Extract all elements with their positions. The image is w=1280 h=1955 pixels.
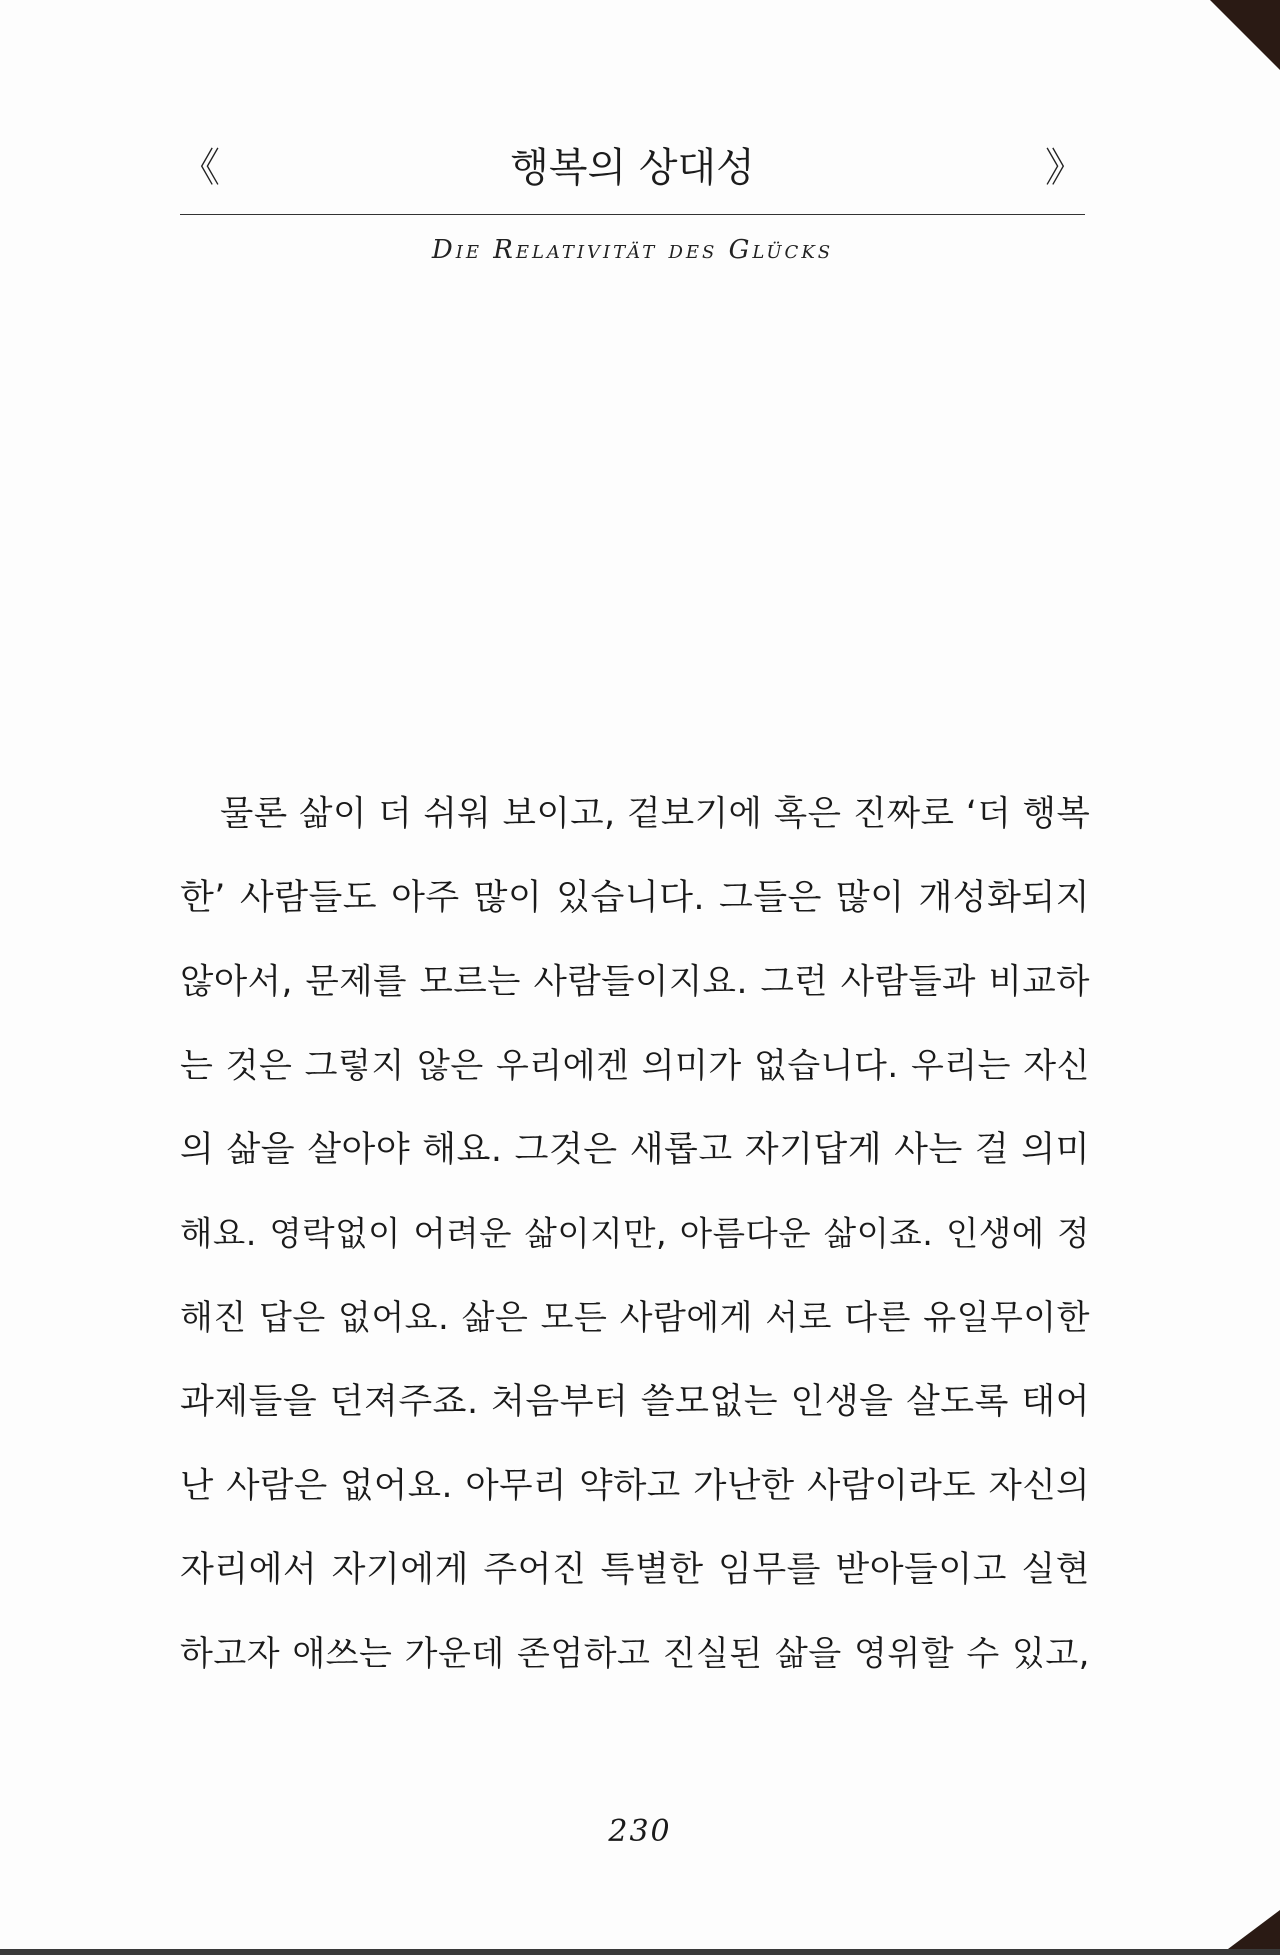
- text-line: 하고자 애쓰는 가운데 존엄하고 진실된 삶을 영위할 수 있고,: [180, 1634, 1090, 1674]
- text-line: 과제들을 던져주죠. 처음부터 쓸모없는 인생을 살도록 태어: [180, 1382, 1090, 1422]
- body-paragraph: [180, 772, 1090, 1696]
- text-line: 해진 답은 없어요. 삶은 모든 사람에게 서로 다른 유일무이한: [180, 1298, 1090, 1338]
- chapter-subtitle: Die Relativität des Glücks: [431, 235, 834, 265]
- text-line: 해요. 영락없이 어려운 삶이지만, 아름다운 삶이죠. 인생에 정: [180, 1214, 1090, 1253]
- text-line: 는 것은 그렇지 않은 우리에겐 의미가 없습니다. 우리는 자신: [180, 1046, 1090, 1086]
- text-line: 물론 삶이 더 쉬워 보이고, 겉보기에 혹은 진짜로 ‘더 행복: [220, 794, 1091, 834]
- header-divider: [180, 214, 1085, 215]
- running-header: [180, 138, 1085, 198]
- left-guillemet: 《: [180, 145, 220, 191]
- text-line: 자리에서 자기에게 주어진 특별한 임무를 받아들이고 실현: [180, 1550, 1090, 1590]
- chapter-title: 행복의 상대성: [510, 145, 755, 191]
- page-number: 230: [608, 1814, 672, 1849]
- text-line: 않아서, 문제를 모르는 사람들이지요. 그런 사람들과 비교하: [180, 962, 1090, 1002]
- right-guillemet: 》: [1045, 145, 1085, 191]
- page-bottom-edge: [0, 1949, 1280, 1955]
- page-corner-top-right: [1210, 0, 1280, 70]
- text-line: 의 삶을 살아야 해요. 그것은 새롭고 자기답게 사는 걸 의미: [180, 1130, 1090, 1170]
- text-line: 한’ 사람들도 아주 많이 있습니다. 그들은 많이 개성화되지: [180, 878, 1090, 918]
- text-line: 난 사람은 없어요. 아무리 약하고 가난한 사람이라도 자신의: [180, 1466, 1090, 1506]
